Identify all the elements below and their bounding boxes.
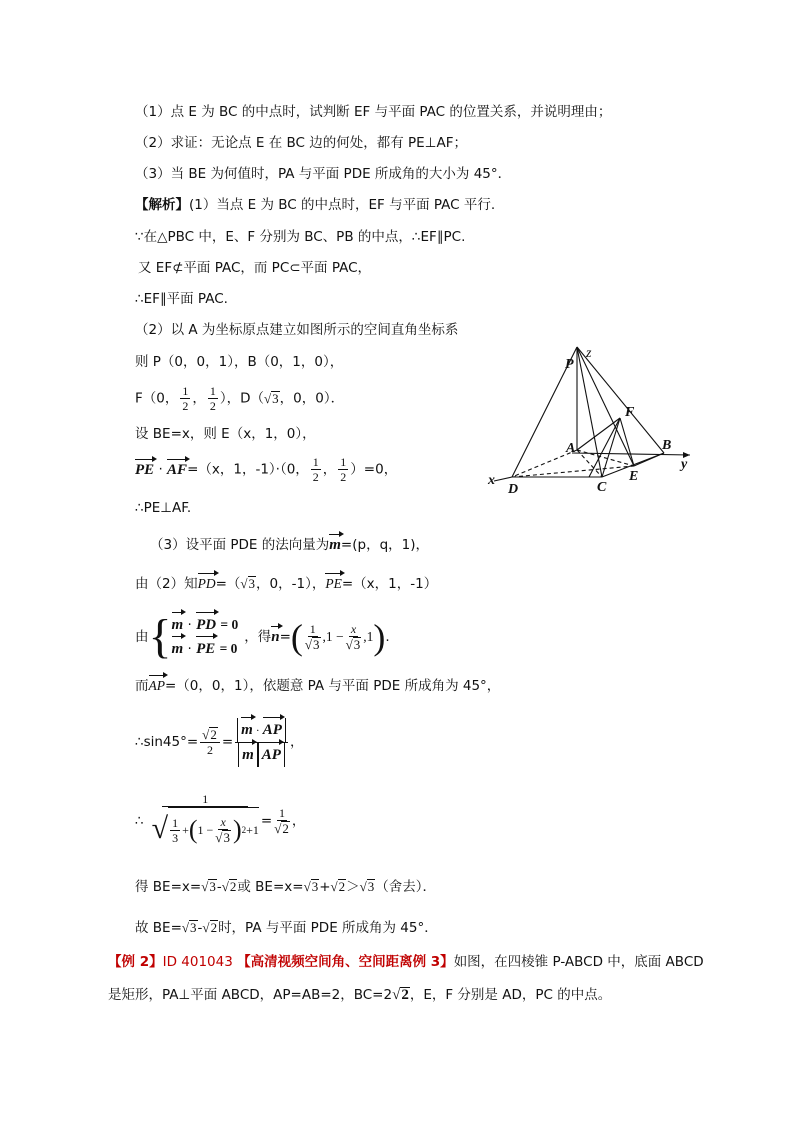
ap-line: 而AP=（0，0，1），依题意 PA 与平面 PDE 所成角为 45°， xyxy=(135,678,501,694)
sqrt-3: √3 xyxy=(264,390,279,406)
example-2-heading: 【例 2】ID 401043 【高清视频空间角、空间距离例 3】如图，在四棱锥 P-ABCD 中，底面 ABCD xyxy=(108,954,704,970)
fraction: $\frac{m \cdot AP}{\text{m AP}}$ xyxy=(235,718,288,767)
vector-m: m xyxy=(329,537,341,553)
solution-line: 又 EF⊄平面 PAC，而 PC⊂平面 PAC， xyxy=(138,260,372,276)
label-y: y xyxy=(681,457,688,472)
equation-line: ∴ 1 √ $\frac{1}{3}$ + ( 1 − $\frac{x}{√3}$ ) 2 + 1 = $\frac{1}{√2}$ ， xyxy=(135,787,305,855)
example-topic-link[interactable]: 【高清视频空间角、空间距离例 3】 xyxy=(237,954,454,970)
label-e: E xyxy=(629,469,639,484)
label-d: D xyxy=(508,482,519,497)
example-id: ID 401043 xyxy=(162,954,233,970)
solution-line: 则 P（0，0，1），B（0，1，0）， xyxy=(135,354,344,370)
result-line: 得 BE=x=√3-√2或 BE=x=√3+√2＞√3（舍去）． xyxy=(135,879,437,895)
solution-line: 设 BE=x，则 E（x，1，0）， xyxy=(135,426,316,442)
question-1: （1）点 E 为 BC 的中点时，试判断 EF 与平面 PAC 的位置关系，并说明理由； xyxy=(135,104,612,120)
label-b: B xyxy=(662,438,672,453)
label-f: F xyxy=(625,405,635,420)
label-p: P xyxy=(565,357,574,372)
vector-pe: PE xyxy=(135,461,155,478)
label-x: x xyxy=(488,473,495,488)
label-z: z xyxy=(586,346,592,361)
label-a: A xyxy=(566,441,576,456)
point-f-d-line: F（0， $\frac{1}{2}$ ， $\frac{1}{2}$ ），D（√3，0，0）． xyxy=(135,384,345,413)
fraction: $\frac{1}{√3}$ xyxy=(304,622,320,652)
label-c: C xyxy=(597,480,607,495)
question-3: （3）当 BE 为何值时，PA 与平面 PDE 所成角的大小为 45°． xyxy=(135,166,512,182)
solution-line: ∵在△PBC 中，E、F 分别为 BC、PB 的中点，∴EF∥PC. xyxy=(135,229,466,245)
brace: { xyxy=(148,610,172,663)
conclusion-line: 故 BE=√3-√2时，PA 与平面 PDE 所成角为 45°． xyxy=(135,920,438,936)
vector-pd: PD xyxy=(198,574,216,594)
solution-part-1: 【解析】(1）当点 E 为 BC 的中点时，EF 与平面 PAC 平行. xyxy=(135,197,496,213)
dot-product-line: PE · AF=（x，1，-1）·（0， $\frac{1}{2}$ ， $\frac{1}{2}$ ）=0， xyxy=(135,455,398,484)
solution-part-3: （3）设平面 PDE 的法向量为m=(p，q，1)， xyxy=(150,537,429,553)
solution-line: ∴PE⊥AF. xyxy=(135,500,192,516)
equation-system: m · PD = 0 m · PE = 0 xyxy=(172,613,239,661)
solution-part-2: （2）以 A 为坐标原点建立如图所示的空间直角坐标系 xyxy=(135,322,459,338)
sin-line: ∴sin45°= $\frac{√2}{2}$ = $\frac{m \cdot AP}{\text{m AP}}$ ， xyxy=(135,712,303,772)
fraction: $\frac{1}{2}$ xyxy=(340,455,347,484)
solution-line: ∴EF∥平面 PAC. xyxy=(135,291,228,307)
fraction: 1 √ $\frac{1}{3}$ + ( 1 − $\frac{x}{√3}$ ) 2 + 1 xyxy=(152,792,259,850)
solution-label: 【解析】 xyxy=(135,197,189,213)
vector-af: AF xyxy=(167,461,188,478)
fraction: $\frac{√2}{2}$ xyxy=(200,727,220,757)
fraction: $\frac{x}{√3}$ xyxy=(345,622,361,652)
vector-n: n xyxy=(271,629,280,645)
vector-ap: AP xyxy=(149,676,166,696)
sqrt-3: √3 xyxy=(240,576,256,591)
fraction: $\frac{1}{2}$ xyxy=(182,384,189,413)
vectors-line: 由（2）知PD=（√3，0，-1），PE=（x，1，-1） xyxy=(135,576,438,592)
question-2: （2）求证：无论点 E 在 BC 边的何处，都有 PE⊥AF； xyxy=(135,135,467,151)
example-label: 【例 2】 xyxy=(108,954,163,970)
fraction: $\frac{1}{2}$ xyxy=(312,455,319,484)
vector-pe: PE xyxy=(325,574,342,594)
fraction: $\frac{1}{√2}$ xyxy=(274,806,289,836)
example-2-text: 是矩形，PA⊥平面 ABCD，AP=AB=2，BC=2√2，E，F 分别是 AD，PC 的中点。 xyxy=(108,987,612,1003)
system-line: 由 { m · PD = 0 m · PE = 0 ，得 n = ( $\frac{1}{√3}$ , 1 − $\frac{x}{√3}$ , 1 ) . xyxy=(135,610,390,663)
pyramid-figure xyxy=(484,340,704,500)
fraction: $\frac{1}{2}$ xyxy=(209,384,216,413)
x-axis-line xyxy=(494,477,512,481)
